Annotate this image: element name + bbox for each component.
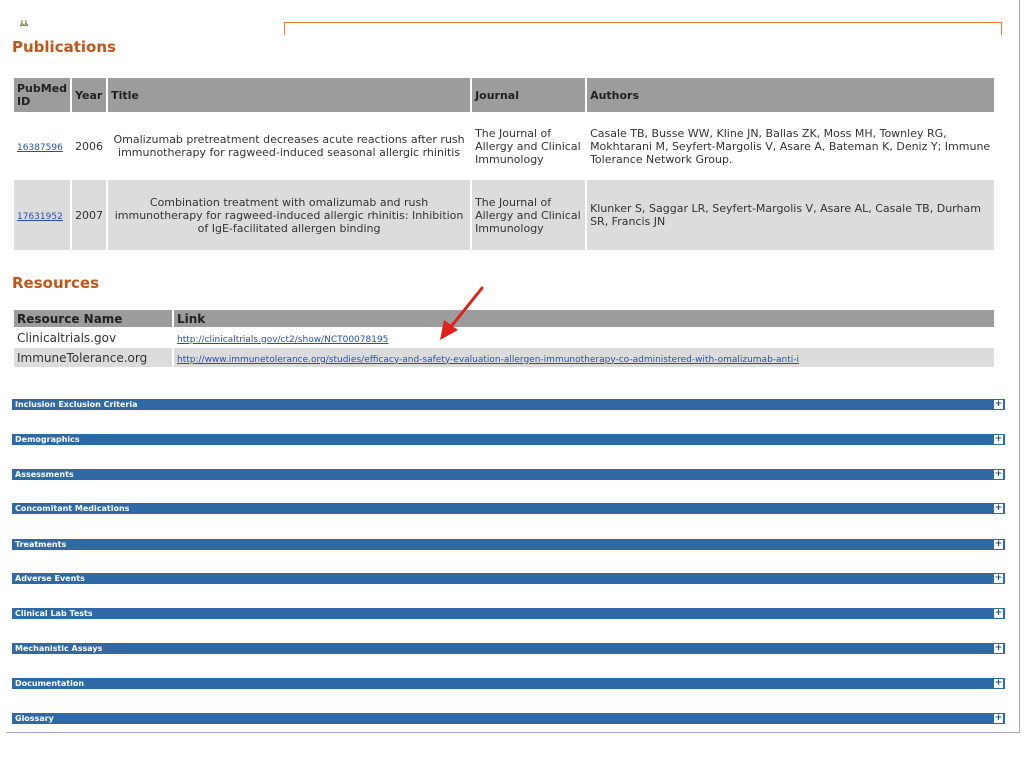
authors-cell: Casale TB, Busse WW, Kline JN, Ballas ZK, Moss MH, Townley RG, Mokhtarani M, Seyfert-Margolis V, Asare A, Bateman K, Deniz Y; Immune Tolerance Network Group. xyxy=(587,114,994,178)
authors-cell: Klunker S, Saggar LR, Seyfert-Margolis V, Asare AL, Casale TB, Durham SR, Francis JN xyxy=(587,180,994,250)
pubmed-link[interactable]: 17631952 xyxy=(17,211,63,222)
col-header-link: Link xyxy=(174,310,994,327)
resources-table xyxy=(12,309,996,368)
section-bar-adverse-events[interactable] xyxy=(12,573,1005,584)
col-header-pubmed-id: PubMed ID xyxy=(14,78,70,112)
section-bar-label: Adverse Events xyxy=(15,574,85,583)
section-bar-mechanistic-assays[interactable] xyxy=(12,643,1005,654)
header-box-outline xyxy=(284,22,1002,35)
section-bar-label: Concomitant Medications xyxy=(15,504,130,513)
expand-icon[interactable]: + xyxy=(994,503,1003,513)
resources-title: Resources xyxy=(12,274,100,292)
section-bar-treatments[interactable] xyxy=(12,539,1005,550)
section-bar-concomitant-medications[interactable] xyxy=(12,503,1005,514)
section-bar-label: Clinical Lab Tests xyxy=(15,609,93,618)
col-header-authors: Authors xyxy=(587,78,994,112)
section-bar-clinical-lab-tests[interactable] xyxy=(12,608,1005,619)
publications-title: Publications xyxy=(12,38,116,56)
col-header-journal: Journal xyxy=(472,78,585,112)
resource-name-cell: Clinicaltrials.gov xyxy=(14,328,172,347)
resource-link[interactable]: http://clinicaltrials.gov/ct2/show/NCT00078195 xyxy=(177,334,389,345)
expand-icon[interactable]: + xyxy=(994,434,1003,444)
section-bar-label: Assessments xyxy=(15,470,74,479)
title-cell: Combination treatment with omalizumab and rush immunotherapy for ragweed-induced allergic rhinitis: Inhibition of IgE-facilitated allergen binding xyxy=(108,180,470,250)
pubmed-link[interactable]: 16387596 xyxy=(17,142,63,153)
col-header-year: Year xyxy=(72,78,106,112)
journal-cell: The Journal of Allergy and Clinical Immunology xyxy=(472,114,585,178)
section-bar-label: Glossary xyxy=(15,714,54,723)
section-bar-demographics[interactable] xyxy=(12,434,1005,445)
expand-icon[interactable]: + xyxy=(994,678,1003,688)
table-row xyxy=(14,180,994,250)
expand-icon[interactable]: + xyxy=(994,643,1003,653)
expand-icon[interactable]: + xyxy=(994,713,1003,723)
section-bar-label: Inclusion Exclusion Criteria xyxy=(15,400,138,409)
section-bar-glossary[interactable] xyxy=(12,713,1005,724)
expand-icon[interactable]: + xyxy=(994,608,1003,618)
publications-table xyxy=(12,76,996,252)
expand-icon[interactable]: + xyxy=(994,469,1003,479)
logo-fragment: ﾑﾑ xyxy=(20,19,28,28)
resource-name-cell: ImmuneTolerance.org xyxy=(14,348,172,367)
expand-icon[interactable]: + xyxy=(994,399,1003,409)
table-row xyxy=(14,328,994,347)
col-header-resource-name: Resource Name xyxy=(14,310,172,327)
year-cell: 2006 xyxy=(72,114,106,178)
section-bar-label: Mechanistic Assays xyxy=(15,644,103,653)
section-bar-label: Treatments xyxy=(15,540,67,549)
expand-icon[interactable]: + xyxy=(994,573,1003,583)
col-header-title: Title xyxy=(108,78,470,112)
table-row xyxy=(14,348,994,367)
year-cell: 2007 xyxy=(72,180,106,250)
section-bar-documentation[interactable] xyxy=(12,678,1005,689)
section-bar-label: Documentation xyxy=(15,679,85,688)
journal-cell: The Journal of Allergy and Clinical Immunology xyxy=(472,180,585,250)
table-row xyxy=(14,114,994,178)
section-bar-inclusion-exclusion-criteria[interactable] xyxy=(12,399,1005,410)
annotation-arrow-icon xyxy=(430,284,490,344)
expand-icon[interactable]: + xyxy=(994,539,1003,549)
title-cell: Omalizumab pretreatment decreases acute reactions after rush immunotherapy for ragweed-induced seasonal allergic rhinitis xyxy=(108,114,470,178)
resource-link[interactable]: http://www.immunetolerance.org/studies/efficacy-and-safety-evaluation-allergen-immunotherapy-co-administered-with-omalizumab-anti-i xyxy=(177,354,800,365)
section-bar-label: Demographics xyxy=(15,435,80,444)
section-bar-assessments[interactable] xyxy=(12,469,1005,480)
